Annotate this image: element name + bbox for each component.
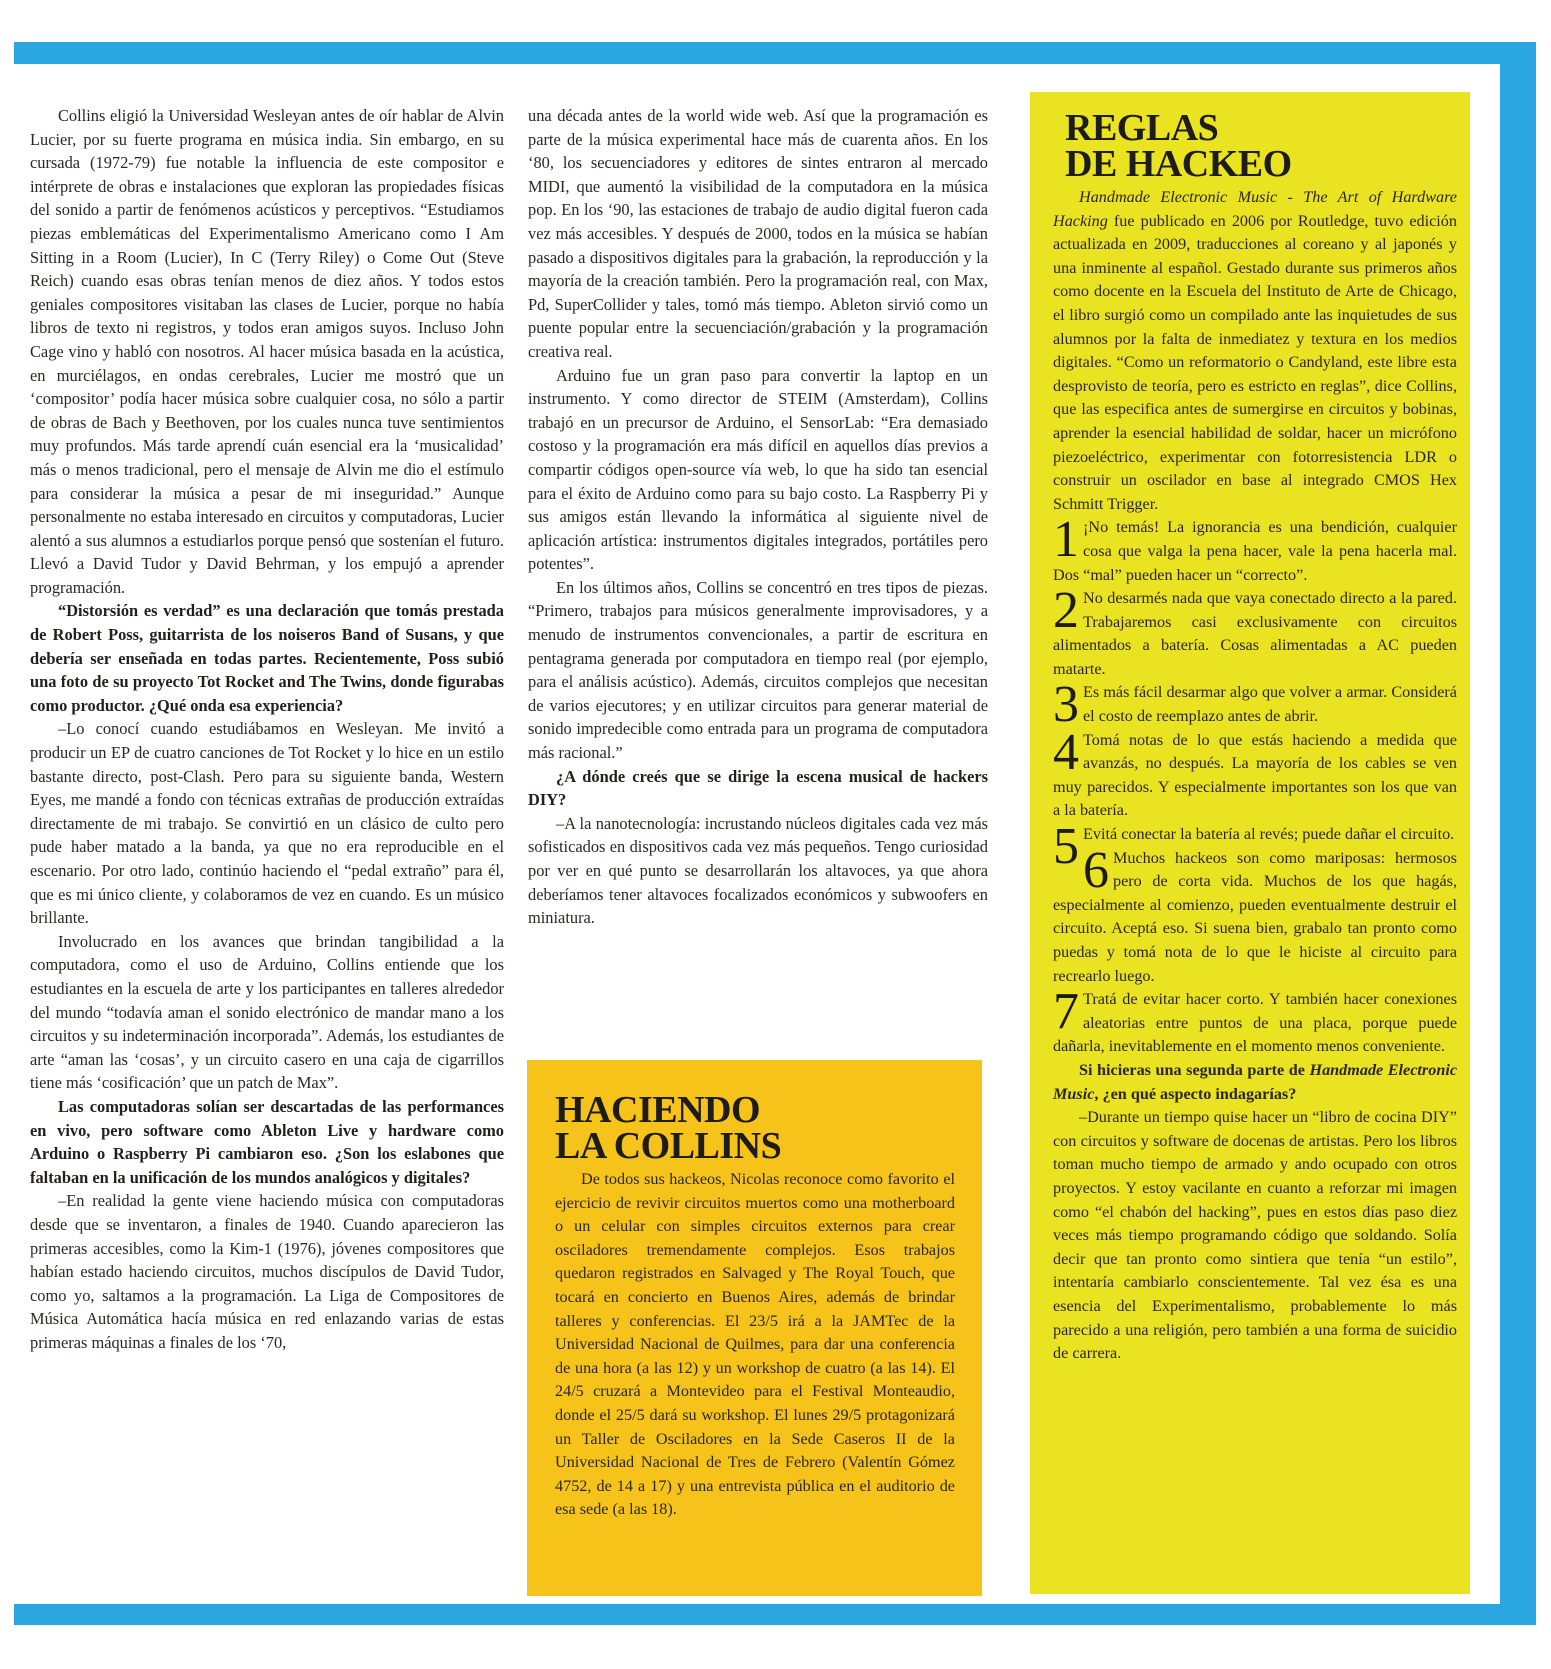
frame-bottom-bar: [14, 1604, 1536, 1625]
paragraph: –Lo conocí cuando estudiábamos en Wesleyan. Me invitó a producir un EP de cuatro canciones de Tot Rocket y lo hice en un estilo bastante directo, post-Clash. Pero para su siguiente banda, Western Eyes, me mandé a fondo con técnicas extrañas de producción extraídas directamente de mi trabajo. Se convirtió en un clásico de culto pero pude haber matado a la banda, ya que no era reproducible en el escenario. Por otro lado, continúo haciendo el “pedal extraño” para él, que es mi único cliente, y colaboramos de vez en cuando. Es un músico brillante.: [30, 719, 504, 928]
rule-text: Tomá notas de lo que estás haciendo a medida que avanzás, no después. La mayoría de los cables se ven muy parecidos. Y especialmente importantes son los que van a la batería.: [1053, 730, 1457, 820]
article-column-1: [30, 104, 504, 1354]
box-title-line-2: DE HACKEO: [1065, 143, 1292, 185]
question-part: , ¿en qué aspecto indagarías?: [1094, 1084, 1297, 1103]
box-title-line-1: HACIENDO: [555, 1089, 761, 1131]
rule-item: [1053, 511, 1457, 587]
rule-text: Es más fácil desarmar algo que volver a armar. Considerá el costo de reemplazo antes de abrir.: [1083, 683, 1457, 726]
rule-text: ¡No temás! La ignorancia es una bendición, cualquier cosa que valga la pena hacer, vale la pena hacerla mal. Dos “mal” pueden hacer un “correcto”.: [1053, 518, 1457, 584]
article-column-2: [528, 104, 988, 930]
frame-top-bar: [14, 42, 1536, 64]
rule-item: [1053, 983, 1457, 1059]
box-intro: [1053, 186, 1457, 516]
rule-text: Tratá de evitar hacer corto. Y también hacer conexiones aleatorias entre puntos de una placa, porque puede dañarla, inevitablemente en el momento menos conveniente.: [1053, 990, 1457, 1056]
rule-number: 1: [1053, 511, 1079, 569]
paragraph: Involucrado en los avances que brindan tangibilidad a la computadora, como el uso de Arduino, Collins entiende que los estudiantes en la escuela de arte y los participantes en talleres alrededor del mundo “todavía aman el sonido electrónico de mandar mano a los circuitos y su indeterminación incorporada”. Además, los estudiantes de arte “aman las ‘cosas’, y un circuito casero en una caja de cigarrillos tiene más ‘cosificación’ que un patch de Max”.: [30, 931, 504, 1093]
question-part: Si hicieras una segunda parte de: [1079, 1060, 1310, 1079]
sidebar-box-reglas-de-hackeo: [1030, 92, 1470, 1594]
book-title: Handmade Electronic Music - The Art of Hardware Hacking: [1053, 188, 1457, 230]
frame-gap: [1470, 64, 1500, 1604]
frame-right-bar: [1500, 42, 1536, 1625]
paragraph: –En realidad la gente viene haciendo música con computadoras desde que se inventaron, a finales de 1940. Cuando aparecieron las primeras accesibles, como la Kim-1 (1976), jóvenes compositores que habían estado haciendo circuitos, muchos discípulos de David Tudor, como yo, saltamos a la programación. La Liga de Compositores de Música Automática hacía música en red enlazando varias de estas primeras máquinas a finales de los ‘70,: [30, 1191, 504, 1352]
rule-text: Muchos hackeos son como mariposas: hermosos pero de corta vida. Muchos de los que hagás, especialmente al comienzo, pueden eventualmente destruir el circuito. Aceptá eso. Si suena bien, grabalo tan pronto como puedas y tomá nota de lo que le hiciste al circuito para recrearlo luego.: [1053, 848, 1457, 985]
sidebar-box-haciendo-la-collins: [527, 1060, 982, 1596]
rule-item: [1053, 818, 1457, 876]
rule-item: [1053, 723, 1457, 823]
rule-item: [1053, 676, 1457, 734]
rule-number: 4: [1053, 723, 1079, 781]
box-title-line-2: LA COLLINS: [555, 1125, 782, 1167]
answer-paragraph: –Durante un tiempo quise hacer un “libro de cocina DIY” con circuitos y software de docenas de artistas. Pero los libros toman mucho tiempo de armado y ando ocupado con otros proyectos. Y estoy vacilante en cuanto a reforzar mi imagen como “el chabón del hacking”, pues en estos días paso diez veces más tiempo programando código que soldando. Solía decir que tan pronto como sintiera que tenía “un estilo”, intentaría cambiarlo conscientemente. Tal vez ésa es una esencia del Experimentalismo, probablemente lo más parecido a una religión, pero también a una forma de suicidio de carrera.: [1053, 1108, 1457, 1363]
paragraph: Arduino fue un gran paso para convertir la laptop en un instrumento. Y como director de STEIM (Amsterdam), Collins trabajó en un precursor de Arduino, el SensorLab: “Era demasiado costoso y la programación era más difícil en aquellos días previos a compartir códigos open-source vía web, lo que ha sido tan esencial para el éxito de Arduino como para su bajo costo. La Raspberry Pi y sus amigos están llevando la informática al siguiente nivel de aplicación artística: instrumentos digitales integrados, portátiles pero potentes”.: [528, 365, 988, 574]
rule-number: 2: [1053, 582, 1079, 640]
interview-question: Las computadoras solían ser descartadas de las performances en vivo, pero software como Ableton Live y hardware como Arduino o Raspberry Pi cambiaron eso. ¿Son los eslabones que faltaban en la unificación de los mundos analógicos y digitales?: [30, 1096, 504, 1187]
box-body: [1053, 186, 1457, 1366]
box-title-line-1: REGLAS: [1065, 107, 1219, 149]
rule-number: 3: [1053, 676, 1079, 734]
rule-number: 6: [1083, 841, 1109, 899]
rule-text: Evitá conectar la batería al revés; puede dañar el circuito.: [1083, 825, 1455, 844]
box-paragraph: De todos sus hackeos, Nicolas reconoce como favorito el ejercicio de revivir circuitos muertos como una motherboard o un celular con simples circuitos externos para crear osciladores tremendamente complejos. Esos trabajos quedaron registrados en Salvaged y The Royal Touch, que tocará en concierto en Buenos Aires, además de brindar talleres y conferencias. El 23/5 irá a la JAMTec de la Universidad Nacional de Quilmes, para dar una conferencia de una hora (a las 12) y un workshop de cuatro (a las 14). El 24/5 cruzará a Montevideo para el Festival Monteaudio, donde el 25/5 dará su workshop. El lunes 29/5 protagonizará un Taller de Osciladores en la Sede Caseros II de la Universidad Nacional de Tres de Febrero (Valentín Gómez 4752, de 14 a 17) y una entrevista pública en el auditorio de esa sede (a las 18).: [555, 1170, 955, 1519]
intro-text: fue publicado en 2006 por Routledge, tuvo edición actualizada en 2009, traducciones al coreano y al japonés y una inminente al español. Gestado durante sus primeros años como docente en la Escuela del Instituto de Arte de Chicago, el libro surgió como un compilado ante las inquietudes de sus alumnos por la falta de inmediatez y textura en los medios digitales. “Como un reformatorio o Candyland, este libre esta desprovisto de teoría, pero es estricto en reglas”, dice Collins, que las especifica antes de sumergirse en circuitos y bobinas, aprender la esencial habilidad de soldar, hacer un micrófono piezoeléctrico, experimentar con fotorresistencia LDR o construir un oscilador en base al integrado CMOS Hex Schmitt Trigger.: [1053, 211, 1457, 513]
paragraph: Collins eligió la Universidad Wesleyan antes de oír hablar de Alvin Lucier, por su fuerte programa en música india. Sin embargo, en su cursada (1972-79) fue notable la influencia de este compositor e intérprete de obras e instalaciones que exploran las propiedades físicas del sonido a partir de fenómenos acústicos y perceptivos. “Estudiamos piezas emblemáticas del Experimentalismo Americano como I Am Sitting in a Room (Lucier), In C (Terry Riley) o Come Out (Steve Reich) cuando esas obras tenían menos de diez años. Y todos estos geniales compositores visitaban las clases de Lucier, porque no había libros de texto ni registros, y todos eran amigos suyos. Incluso John Cage vino y habló con nosotros. Al hacer música basada en la acústica, en murciélagos, en ondas cerebrales, Lucier me mostró que un ‘compositor’ podía hacer música sobre cualquier cosa, no sólo a partir de obras de Bach y Beethoven, por los cuales nunca tuve sentimientos muy profundos. Más tarde aprendí cuán esencial era la ‘musicalidad’ más o menos tradicional, pero el mensaje de Alvin me dio el estímulo para considerar la música a pesar de mi inseguridad.” Aunque personalmente no estaba interesado en circuitos y computadoras, Lucier alentó a sus alumnos a estudiarlos porque pensó que sostenían el futuro. Llevó a David Tudor y David Behrman, y los empujó a aprender programación.: [30, 106, 504, 597]
paragraph: una década antes de la world wide web. Así que la programación es parte de la música experimental hace más de cuarenta años. En los ‘80, los secuenciadores y editores de sintes entraron al mercado MIDI, que aumentó la visibilidad de la computadora en la música pop. En los ‘90, las estaciones de trabajo de audio digital fueron cada vez más accesibles. Y después de 2000, todos en la música se habían pasado a dispositivos digitales para la grabación, la reproducción y la mayoría de la creación también. Pero la programación real, con Max, Pd, SuperCollider y tales, tomó más tiempo. Ableton sirvió como un puente popular entre la secuenciación/grabación y la programación creativa real.: [528, 106, 988, 361]
paragraph: En los últimos años, Collins se concentró en tres tipos de piezas. “Primero, trabajos para músicos generalmente improvisadores, y a menudo de instrumentos convencionales, a partir de escritura en pentagrama generada por computadora en tiempo real (por ejemplo, para el análisis acústico). Además, circuitos complejos que necesitan de varios ejecutores; y en utilizar circuitos para generar material de sonido impredecible como entrada para un programa de computadora más racional.”: [528, 577, 988, 763]
question-book-title: Handmade Electronic Music: [1053, 1060, 1458, 1103]
box-title: [1065, 107, 1457, 185]
rule-number: 7: [1053, 983, 1079, 1041]
interview-question: [1053, 1059, 1457, 1106]
box-body: [555, 1168, 955, 1522]
box-title: [555, 1089, 955, 1167]
interview-question: ¿A dónde creés que se dirige la escena musical de hackers DIY?: [528, 766, 988, 810]
rule-text: No desarmés nada que vaya conectado directo a la pared. Trabajaremos casi exclusivamente con circuitos alimentados a batería. Cosas alimentadas a AC pueden matarte.: [1053, 589, 1457, 678]
rule-item: [1053, 582, 1457, 681]
paragraph: –A la nanotecnología: incrustando núcleos digitales cada vez más sofisticados en dispositivos cada vez más pequeños. Tengo curiosidad por ver en qué punto se desarrollarán los altavoces, ya que ahora deberíamos tener altavoces focalizados económicos y subwoofers en miniatura.: [528, 813, 988, 928]
rule-number: 5: [1053, 818, 1079, 876]
rule-item: [1053, 841, 1457, 989]
interview-question: “Distorsión es verdad” es una declaración que tomás prestada de Robert Poss, guitarrista de los noiseros Band of Susans, y que debería ser enseñada en todas partes. Recientemente, Poss subió una foto de su proyecto Tot Rocket and The Twins, donde figurabas como productor. ¿Qué onda esa experiencia?: [30, 601, 504, 715]
